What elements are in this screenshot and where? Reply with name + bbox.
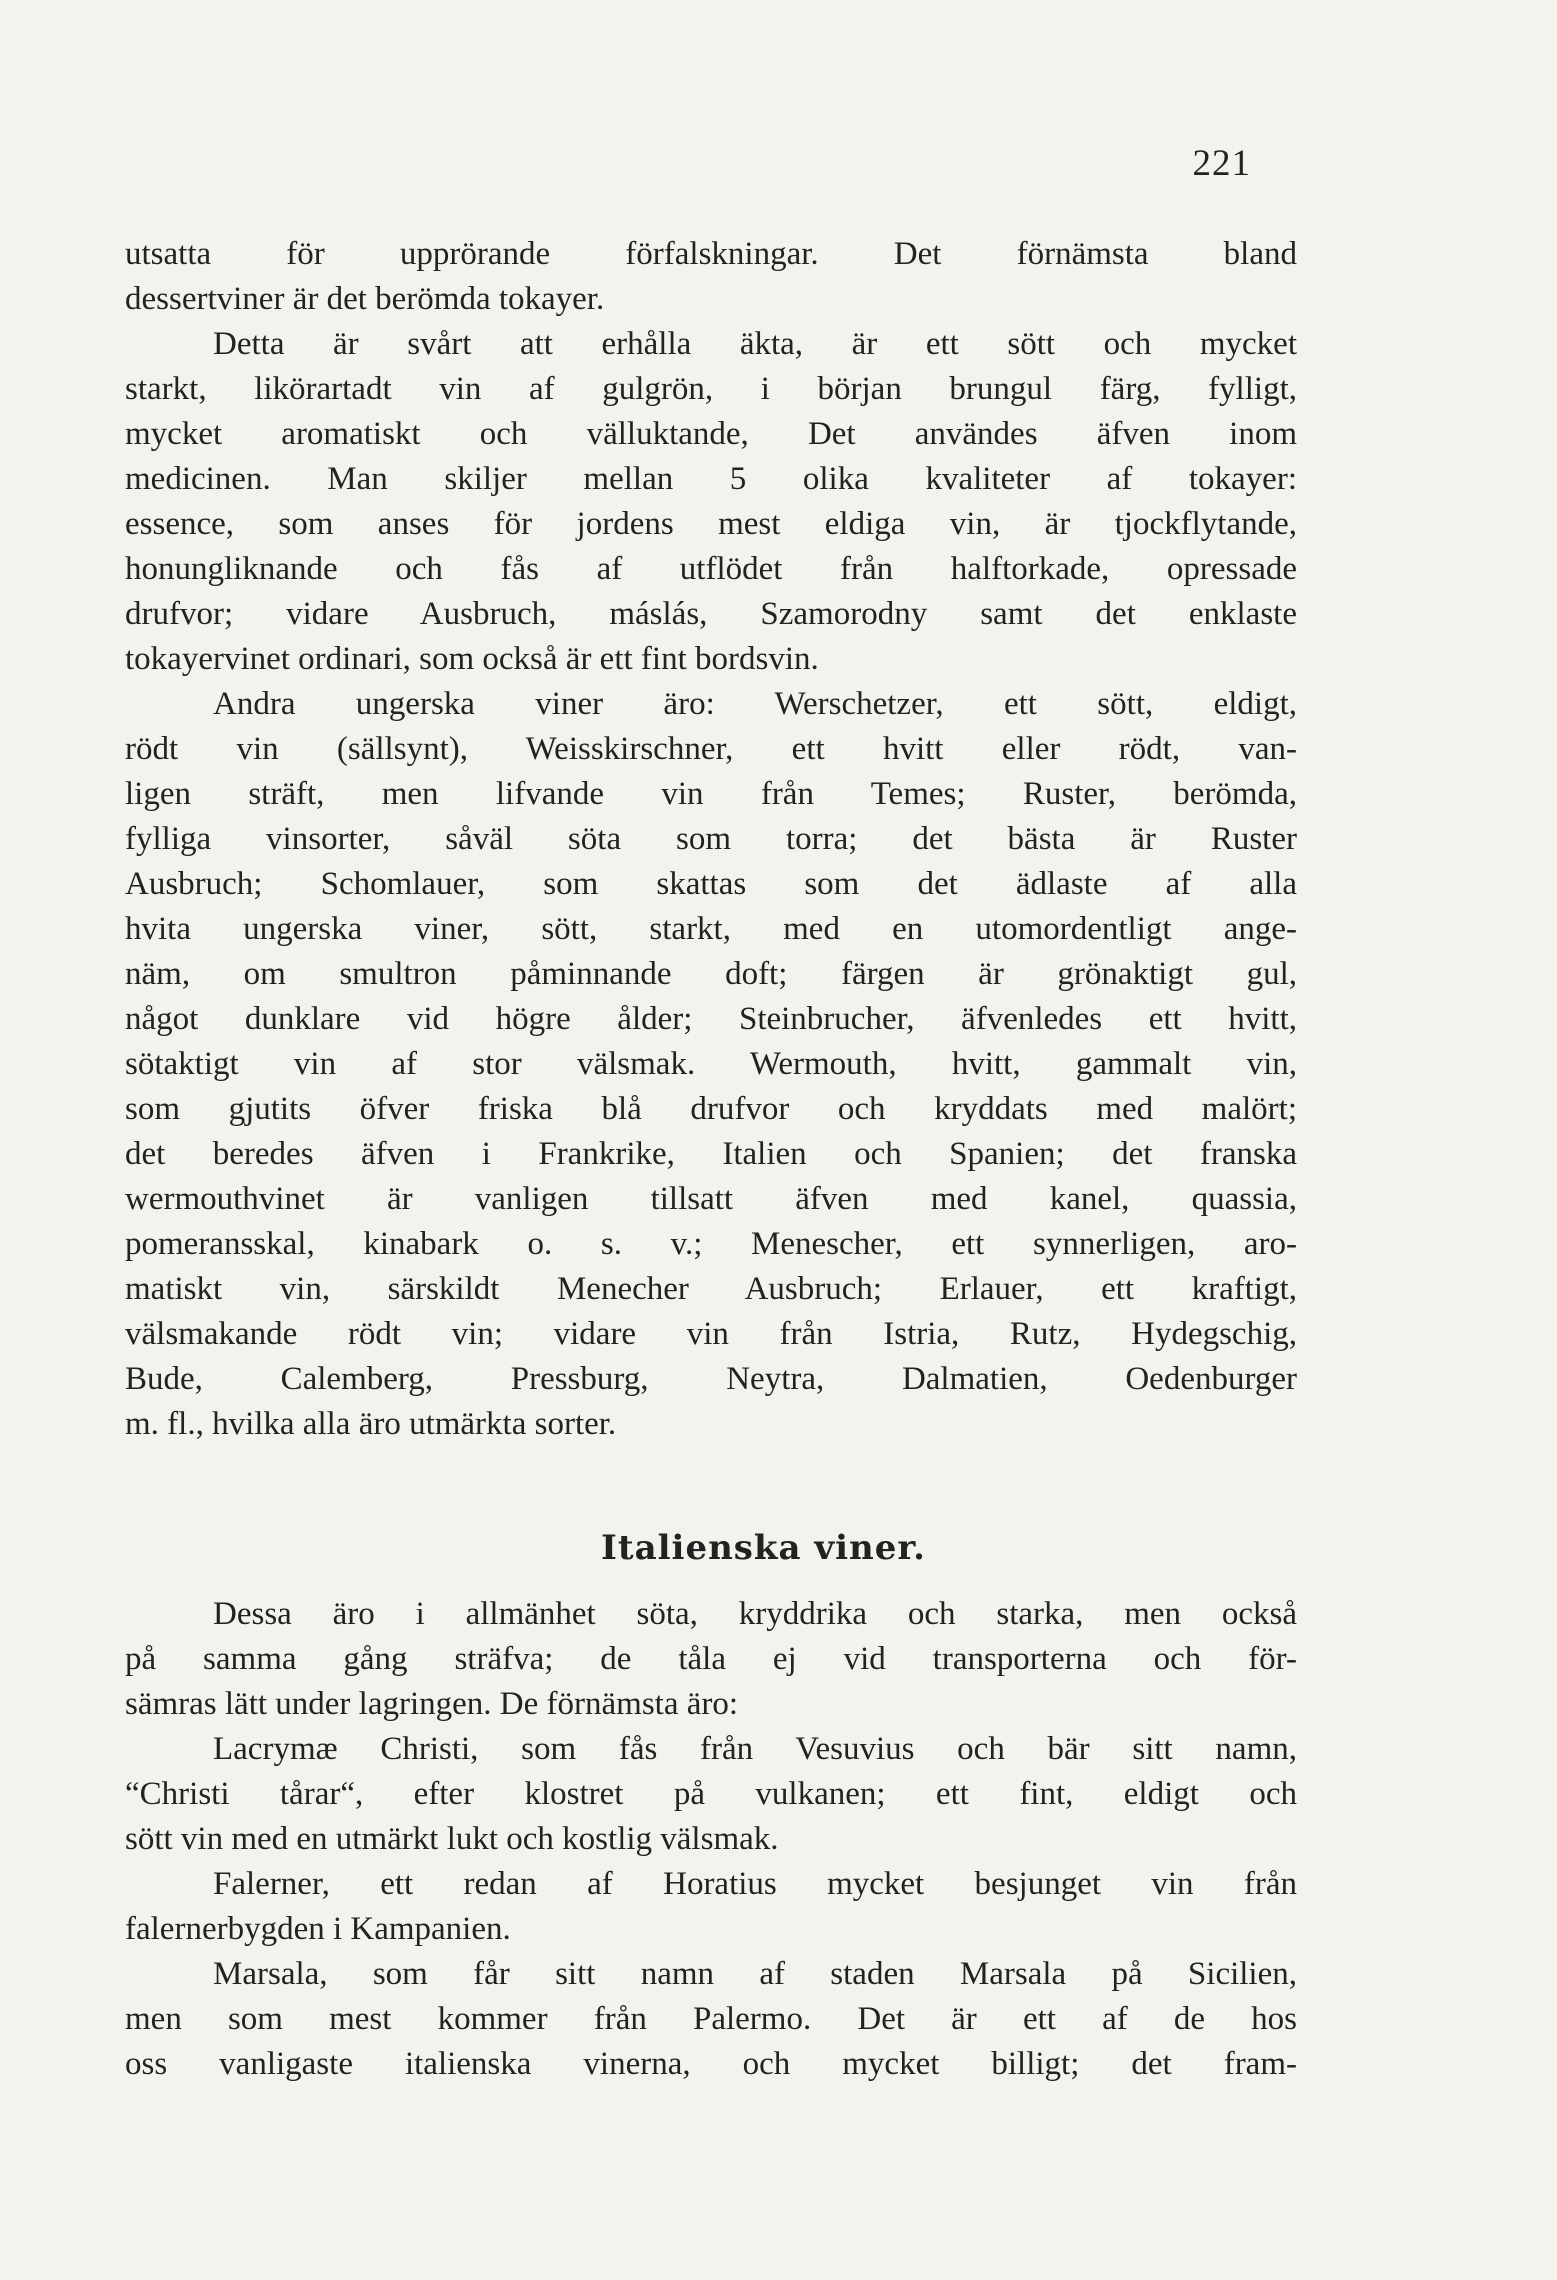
text-line: medicinen. Man skiljer mellan 5 olika kvaliteter af tokayer: [125, 461, 1297, 497]
paragraph [125, 1952, 1297, 2087]
text-line: matiskt vin, särskildt Menecher Ausbruch; Erlauer, ett kraftigt, [125, 1271, 1297, 1307]
page-number: 221 [1192, 143, 1251, 184]
paragraph [125, 682, 1297, 1447]
text-line: mycket aromatiskt och välluktande, Det användes äfven inom [125, 416, 1297, 452]
text-line: sötaktigt vin af stor välsmak. Wermouth, hvitt, gammalt vin, [125, 1046, 1297, 1082]
heading-text: Italienska viner. [600, 1528, 927, 1568]
text-line: tokayervinet ordinari, som också är ett fint bordsvin. [125, 641, 819, 677]
paragraph [125, 1862, 1297, 1952]
text-line: Bude, Calemberg, Pressburg, Neytra, Dalmatien, Oedenburger [125, 1361, 1297, 1397]
text-line: det beredes äfven i Frankrike, Italien och Spanien; det franska [125, 1136, 1297, 1172]
text-line: hvita ungerska viner, sött, starkt, med en utomordentligt ange- [125, 911, 1297, 947]
text-line: ligen sträft, men lifvande vin från Temes; Ruster, berömda, [125, 776, 1297, 812]
text-line: wermouthvinet är vanligen tillsatt äfven med kanel, quassia, [125, 1181, 1297, 1217]
section-hungarian-wines [125, 232, 1297, 1447]
text-line: fylliga vinsorter, såväl söta som torra; det bästa är Ruster [125, 821, 1297, 857]
text-line: starkt, likörartadt vin af gulgrön, i början brungul färg, fylligt, [125, 371, 1297, 407]
text-line: Detta är svårt att erhålla äkta, är ett sött och mycket [213, 326, 1297, 362]
text-line: drufvor; vidare Ausbruch, máslás, Szamorodny samt det enklaste [125, 596, 1297, 632]
text-line: men som mest kommer från Palermo. Det är ett af de hos [125, 2001, 1297, 2037]
text-line: Marsala, som får sitt namn af staden Marsala på Sicilien, [213, 1956, 1297, 1992]
text-line: sött vin med en utmärkt lukt och kostlig välsmak. [125, 1821, 779, 1857]
paragraph [125, 232, 1297, 322]
text-line: sämras lätt under lagringen. De förnämsta äro: [125, 1686, 739, 1722]
text-line: utsatta för upprörande förfalskningar. Det förnämsta bland [125, 236, 1297, 272]
paragraph [125, 1592, 1297, 1727]
text-line: något dunklare vid högre ålder; Steinbrucher, äfvenledes ett hvitt, [125, 1001, 1297, 1037]
section-italian-wines [125, 1592, 1297, 2087]
text-line: Falerner, ett redan af Horatius mycket besjunget vin från [213, 1866, 1297, 1902]
text-line: dessertviner är det berömda tokayer. [125, 281, 605, 317]
text-line: essence, som anses för jordens mest eldiga vin, är tjockflytande, [125, 506, 1297, 542]
paragraph [125, 1727, 1297, 1862]
text-line: på samma gång sträfva; de tåla ej vid transporterna och för- [125, 1641, 1297, 1677]
text-line: “Christi tårar“, efter klostret på vulkanen; ett fint, eldigt och [125, 1776, 1297, 1812]
text-line: Dessa äro i allmänhet söta, kryddrika och starka, men också [213, 1596, 1297, 1632]
text-line: oss vanligaste italienska vinerna, och mycket billigt; det fram- [125, 2046, 1297, 2082]
text-line: Lacrymæ Christi, som fås från Vesuvius och bär sitt namn, [213, 1731, 1297, 1767]
text-line: pomeransskal, kinabark o. s. v.; Menescher, ett synnerligen, aro- [125, 1226, 1297, 1262]
text-line: honungliknande och fås af utflödet från halftorkade, opressade [125, 551, 1297, 587]
text-line: Andra ungerska viner äro: Werschetzer, ett sött, eldigt, [213, 686, 1297, 722]
text-line: Ausbruch; Schomlauer, som skattas som det ädlaste af alla [125, 866, 1297, 902]
paragraph [125, 322, 1297, 682]
text-line: rödt vin (sällsynt), Weisskirschner, ett hvitt eller rödt, van- [125, 731, 1297, 767]
section-heading [0, 1528, 1557, 1568]
text-line: näm, om smultron påminnande doft; färgen är grönaktigt gul, [125, 956, 1297, 992]
text-line: m. fl., hvilka alla äro utmärkta sorter. [125, 1406, 617, 1442]
text-line: falernerbygden i Kampanien. [125, 1911, 511, 1947]
text-line: som gjutits öfver friska blå drufvor och kryddats med malört; [125, 1091, 1297, 1127]
text-line: välsmakande rödt vin; vidare vin från Istria, Rutz, Hydegschig, [125, 1316, 1297, 1352]
